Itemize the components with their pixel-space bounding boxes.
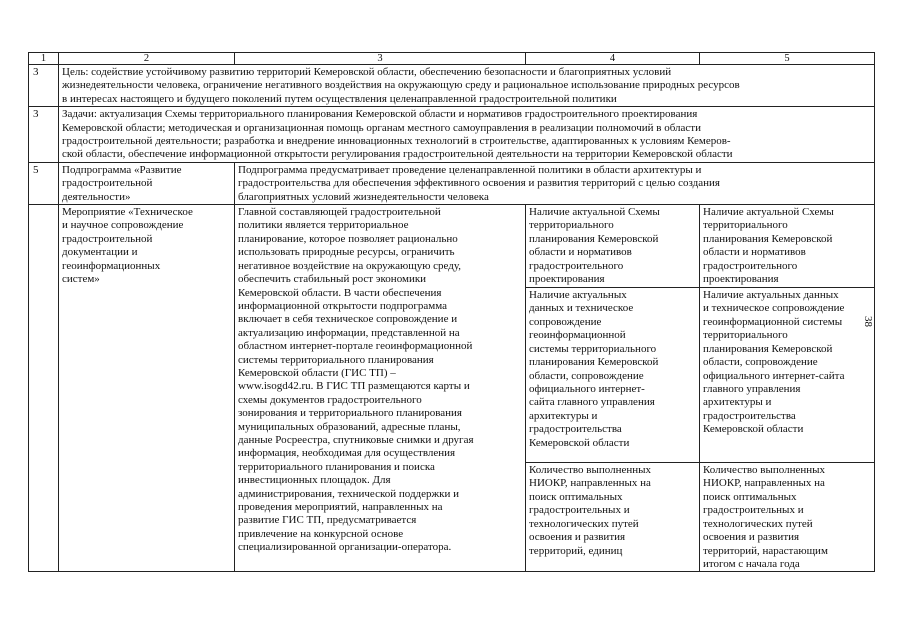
column-number-row xyxy=(29,53,875,65)
tasks-text: Задачи: актуализация Схемы территориального планирования Кемеровской области и нормативов градостроительного проектирования Кемеровской области; методическая и организационная помощь органам местного самоуправления в реализации полномочий в области градостроительной деятельности; разработка и внедрение инновационных технологий в строительстве, адаптированных к условиям Кемеров- ской области, обеспечение информационной открытости регулирования градостроительной деятельности на территории Кемеровской области xyxy=(59,107,875,163)
subprogram-row-number: 5 xyxy=(29,162,59,204)
indicator-col4-gis: Наличие актуальных данных и техническое сопровождение геоинформационной системы территориального планирования Кемеровской области, сопровождение официального интернет- сайта главного управления архитектуры и градостроительства Кемеровской области xyxy=(526,288,700,463)
page-number: 38 xyxy=(862,316,874,327)
subprogram-description: Подпрограмма предусматривает проведение целенаправленной политики в области архитектуры и градостроительства для обеспечения эффективного освоения и развития территорий с целью создания благоприятных условий жизнедеятельности человека xyxy=(235,162,875,204)
tasks-row xyxy=(29,107,875,163)
goal-row-number: 3 xyxy=(29,65,59,107)
column-number-2: 2 xyxy=(59,53,235,65)
program-table xyxy=(28,52,875,572)
measure-row-number xyxy=(29,205,59,572)
measure-description: Главной составляющей градостроительной политики является территориальное планирование, которое позволяет рационально использовать природные ресурсы, ограничить негативное воздействие на окружающую среду, обеспечить стабильный рост экономики Кемеровской области. В части обеспечения информационной открытости подпрограмма включает в себя техническое сопровождение и актуализацию информации, представленной на областном интернет-портале геоинформационной системы территориального планирования Кемеровской области (ГИС ТП) – www.isogd42.ru. В ГИС ТП размещаются карты и схемы документов градостроительного зонирования и территориального планирования муниципальных образований, адресные планы, данные Росреестра, спутниковые снимки и другая информация, необходимая для осуществления территориального планирования и поиска инвестиционных площадок. Для администрирования, технической поддержки и проведения мероприятий, направленных на развитие ГИС ТП, предусматривается привлечение на конкурсной основе специализированной организации-оператора. xyxy=(235,205,526,572)
indicator-col5-schema: Наличие актуальной Схемы территориального планирования Кемеровской области и нормативов градостроительного проектирования xyxy=(700,205,875,288)
indicator-col4-niokr: Количество выполненных НИОКР, направленных на поиск оптимальных градостроительных и технологических путей освоения и развития территорий, единиц xyxy=(526,463,700,572)
column-number-4: 4 xyxy=(526,53,700,65)
indicator-col5-niokr: Количество выполненных НИОКР, направленных на поиск оптимальных градостроительных и технологических путей освоения и развития территорий, нарастающим итогом с начала года xyxy=(700,463,875,572)
goal-text: Цель: содействие устойчивому развитию территорий Кемеровской области, обеспечению безопасности и благоприятных условий жизнедеятельности человека, ограничение негативного воздействия на окружающую среду и рациональное использование природных ресурсов в интересах настоящего и будущего поколений путем осуществления целенаправленной градостроительной политики xyxy=(59,65,875,107)
column-number-5: 5 xyxy=(700,53,875,65)
tasks-row-number: 3 xyxy=(29,107,59,163)
measure-name: Мероприятие «Техническое и научное сопровождение градостроительной документации и геоинформационных систем» xyxy=(59,205,235,572)
subprogram-row xyxy=(29,162,875,204)
goal-row xyxy=(29,65,875,107)
measure-row-1 xyxy=(29,205,875,288)
indicator-col5-gis: Наличие актуальных данных и техническое сопровождение геоинформационной системы территориального планирования Кемеровской области, сопровождение официального интернет-сайта главного управления архитектуры и градостроительства Кемеровской области xyxy=(700,288,875,463)
column-number-3: 3 xyxy=(235,53,526,65)
subprogram-name: Подпрограмма «Развитие градостроительной деятельности» xyxy=(59,162,235,204)
column-number-1: 1 xyxy=(29,53,59,65)
indicator-col4-schema: Наличие актуальной Схемы территориального планирования Кемеровской области и нормативов градостроительного проектирования xyxy=(526,205,700,288)
